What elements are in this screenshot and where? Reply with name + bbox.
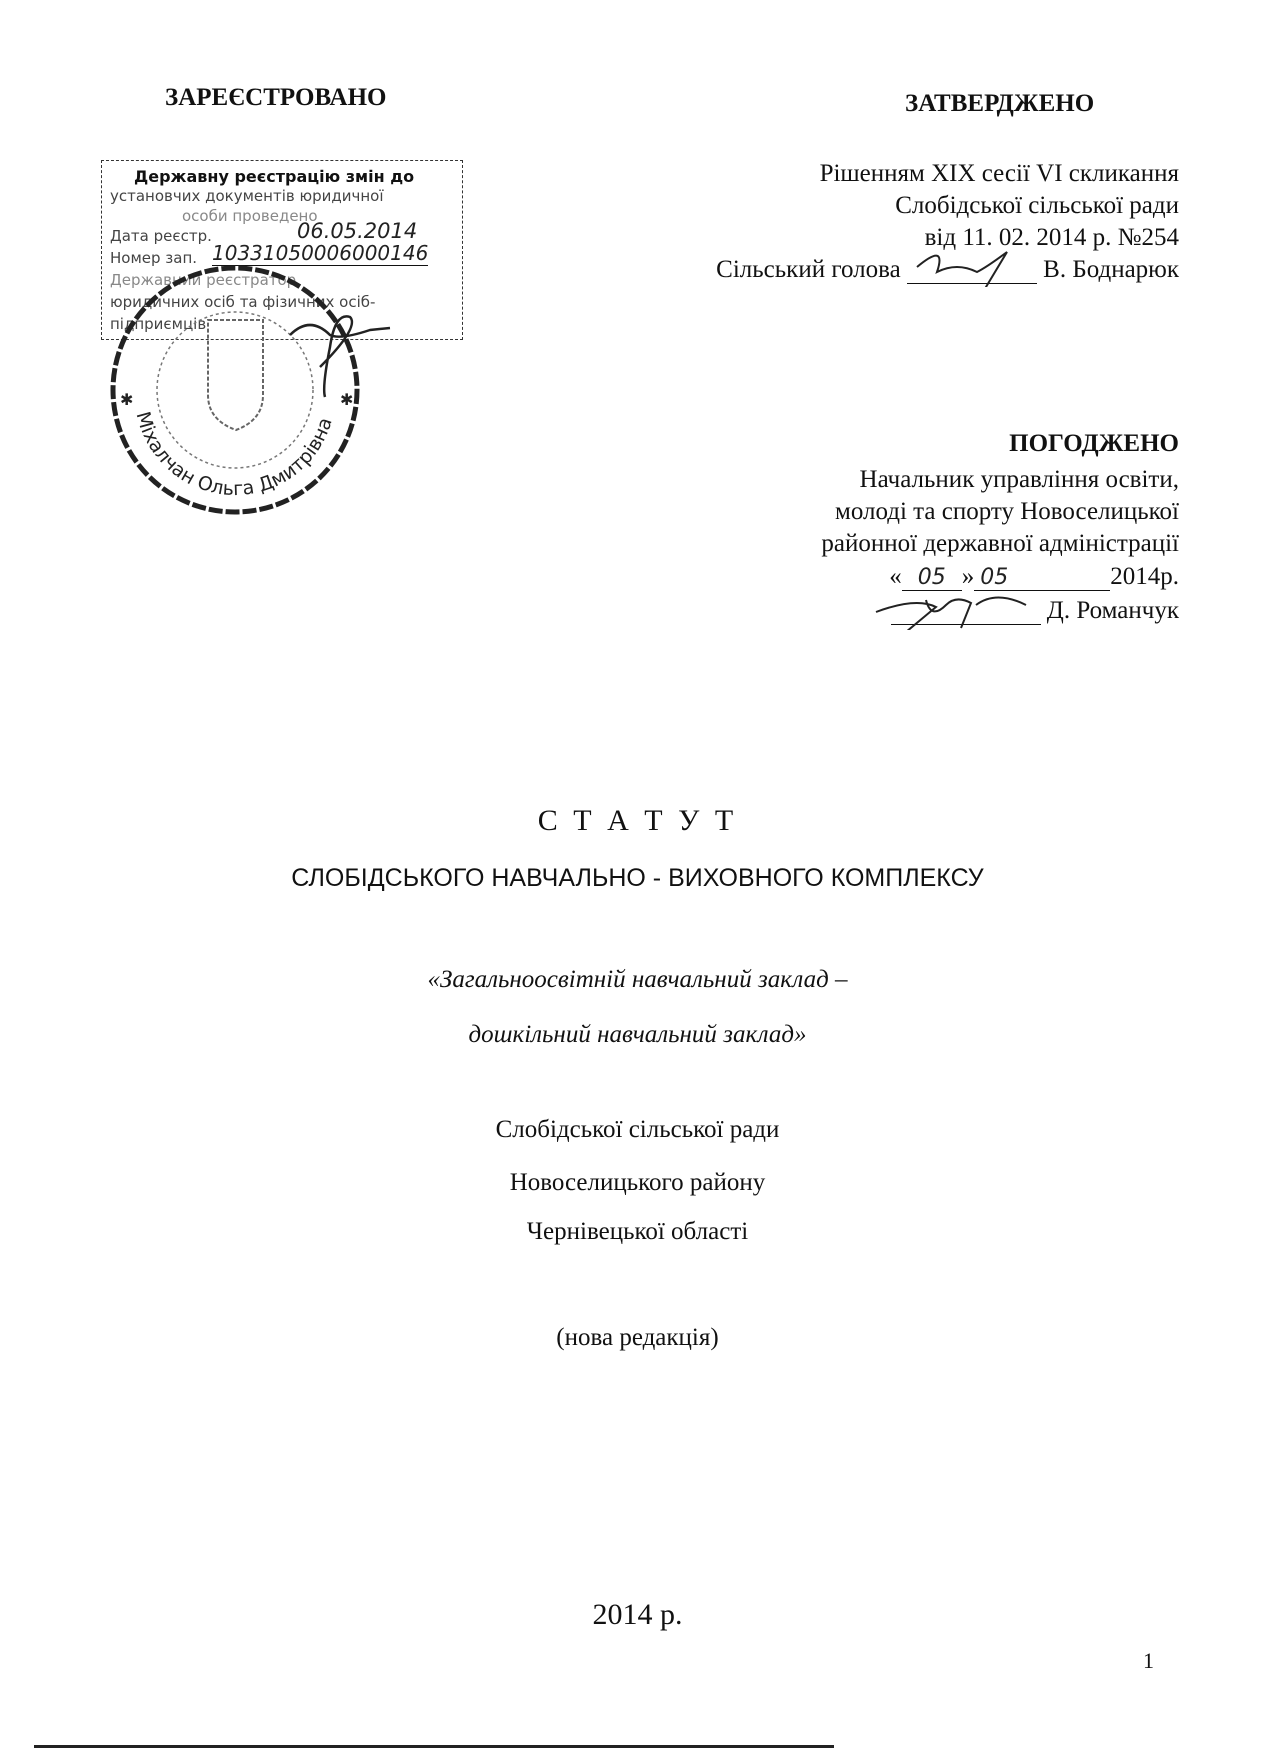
- svg-text:✱: ✱: [340, 392, 354, 409]
- seal-text: Міхалчан Ольга Дмитрівна: [131, 409, 337, 501]
- stamp-line: Державний реєстратор: [110, 271, 297, 289]
- approved-line: Рішенням XIX сесії VI скликання: [819, 160, 1179, 187]
- approved-heading: ЗАТВЕРДЖЕНО: [905, 90, 1095, 117]
- agreed-day: 05: [902, 565, 962, 591]
- agreed-line: районної державної адміністрації: [821, 530, 1179, 557]
- region-line: Чернівецької області: [526, 1218, 749, 1245]
- agreed-month: 05: [974, 565, 1110, 591]
- approved-signature: [907, 247, 1037, 287]
- agreed-line: Начальник управління освіти,: [859, 466, 1179, 493]
- stamp-date-value: 06.05.2014: [297, 219, 418, 243]
- document-subtitle: СЛОБІДСЬКОГО НАВЧАЛЬНО - ВИХОВНОГО КОМПЛЕКСУ: [291, 864, 984, 892]
- stamp-line: юридичних осіб та фізичних осіб-: [110, 293, 376, 311]
- agreed-year: 2014р.: [1110, 563, 1179, 590]
- quote-close: »: [961, 563, 975, 590]
- agreed-line: молоді та спорту Новоселицької: [835, 498, 1179, 525]
- edition-line: (нова редакція): [556, 1324, 719, 1351]
- bottom-scan-line: [34, 1745, 834, 1748]
- agreed-signature-line: [891, 597, 1179, 625]
- stamp-line: особи проведено: [182, 207, 318, 225]
- title-italic-line: дошкільний навчальний заклад»: [468, 1021, 807, 1048]
- signer-name: В. Боднарюк: [1043, 256, 1179, 283]
- council-line: Слобідської сільської ради: [495, 1116, 780, 1143]
- stamp-number-value: 10331050006000146: [212, 241, 429, 265]
- district-line: Новоселицького району: [509, 1169, 766, 1196]
- agreed-heading: ПОГОДЖЕНО: [1009, 430, 1179, 457]
- stamp-date-label: Дата реєстр.: [110, 227, 212, 245]
- svg-text:✱: ✱: [120, 392, 134, 409]
- document-title: С Т А Т У Т: [537, 804, 738, 837]
- quote-open: «: [889, 563, 902, 590]
- agreed-date: [889, 563, 1179, 591]
- approved-signature-line: [716, 256, 1179, 284]
- signature-blank: [891, 602, 1041, 625]
- stamp-line: установчих документів юридичної: [110, 187, 384, 205]
- registration-seal: [90, 255, 480, 525]
- document-year: 2014 р.: [592, 1598, 683, 1631]
- stamp-line: Державну реєстрацію змін до: [134, 167, 415, 186]
- coat-of-arms-icon: [208, 320, 263, 430]
- agreed-signature: [871, 590, 1041, 630]
- approved-line: від 11. 02. 2014 р. №254: [924, 224, 1179, 251]
- title-italic-line: «Загальноосвітній навчальний заклад –: [427, 966, 848, 993]
- registered-heading: ЗАРЕЄСТРОВАНО: [165, 84, 387, 111]
- signature-blank: [907, 261, 1037, 284]
- page-number: 1: [1143, 1648, 1154, 1673]
- stamp-number-label: Номер зап.: [110, 249, 198, 267]
- approved-line: Слобідської сільської ради: [895, 192, 1179, 219]
- stamp-line: підприємців: [110, 315, 207, 333]
- agreed-signer-name: Д. Романчук: [1046, 597, 1179, 624]
- signer-title: Сільський голова: [716, 256, 901, 283]
